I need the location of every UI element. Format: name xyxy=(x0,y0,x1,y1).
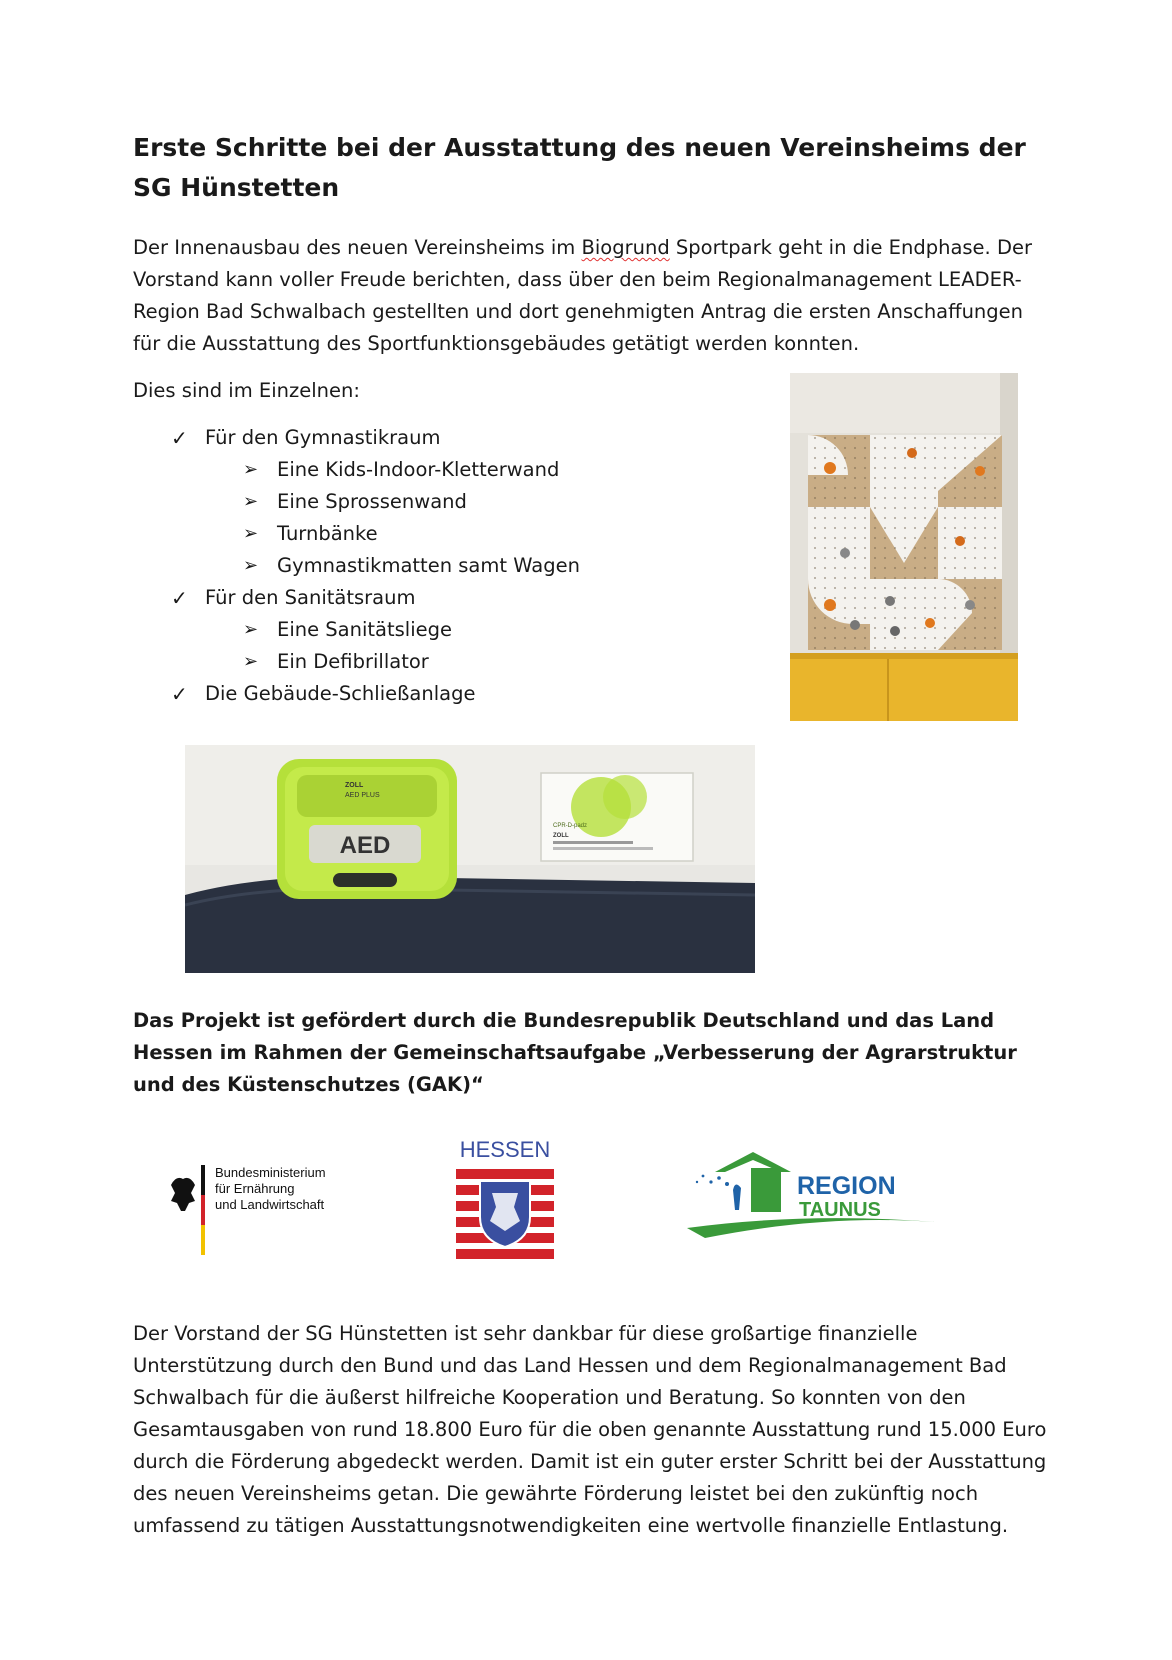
sub-item-label: Eine Sprossenwand xyxy=(277,490,467,513)
funding-note: Das Projekt ist gefördert durch die Bundesrepublik Deutschland und das Land Hessen im Rahmen der Gemeinschaftsaufgabe „Verbesserung der Agrarstruktur und des Küstenschutzes (GAK)“ xyxy=(133,1009,1017,1096)
defibrillator-photo xyxy=(185,745,755,973)
sub-item-label: Ein Defibrillator xyxy=(277,650,429,673)
sub-item xyxy=(133,614,773,646)
hessen-logo xyxy=(452,1135,558,1271)
intro-paragraph xyxy=(133,232,1053,360)
list-item-label: Für den Gymnastikraum xyxy=(205,426,441,449)
page-title: Erste Schritte bei der Ausstattung des neuen Vereinsheims der SG Hünstetten xyxy=(133,133,1026,202)
list-item-label: Die Gebäude-Schließanlage xyxy=(205,682,476,705)
closing-paragraph: Der Vorstand der SG Hünstetten ist sehr dankbar für diese großartige finanzielle Unterstützung durch den Bund und das Land Hessen und dem Regionalmanagement Bad Schwalbach für die äußerst hilfreiche Kooperation und Beratung. So konnten von den Gesamtausgaben von rund 18.800 Euro für die oben genannte Ausstattung rund 15.000 Euro durch die Förderung abgedeckt werden. Damit ist ein guter erster Schritt bei der Ausstattung des neuen Vereinsheims getan. Die gewährte Förderung leistet bei den zukünftig noch umfassend zu tätigen Ausstattungsnotwendigkeiten eine wertvolle finanzielle Entlastung. xyxy=(133,1322,1047,1537)
pads-card-brand: ZOLL xyxy=(553,833,569,839)
aed-device-label: AED xyxy=(339,832,391,859)
sub-item xyxy=(133,454,773,486)
arrow-bullet-icon: ➢ xyxy=(243,651,259,672)
bmel-logo xyxy=(155,1155,365,1255)
arrow-bullet-icon: ➢ xyxy=(243,523,259,544)
bmel-line-2: für Ernährung xyxy=(215,1181,295,1196)
climbing-wall-photo xyxy=(790,373,1018,721)
aed-device-model: AED PLUS xyxy=(345,792,380,799)
region-logo-line-2: TAUNUS xyxy=(799,1199,881,1221)
region-logo-line-1: REGION xyxy=(797,1172,896,1200)
list-item-sanitaetsraum xyxy=(133,582,773,678)
checkmark-icon: ✓ xyxy=(171,426,188,450)
arrow-bullet-icon: ➢ xyxy=(243,555,259,576)
arrow-bullet-icon: ➢ xyxy=(243,491,259,512)
intro-text-start: Der Innenausbau des neuen Vereinsheims im xyxy=(133,236,582,259)
list-item-gymnastikraum xyxy=(133,422,773,582)
list-intro: Dies sind im Einzelnen: xyxy=(133,379,360,402)
checkmark-icon: ✓ xyxy=(171,682,188,706)
arrow-bullet-icon: ➢ xyxy=(243,619,259,640)
equipment-list xyxy=(133,422,773,710)
spellcheck-word[interactable]: Biogrund xyxy=(581,236,670,259)
list-item-label: Für den Sanitätsraum xyxy=(205,586,416,609)
sub-item xyxy=(133,486,773,518)
sub-item xyxy=(133,646,773,678)
bmel-line-3: und Landwirtschaft xyxy=(215,1197,325,1212)
sub-item xyxy=(133,550,773,582)
checkmark-icon: ✓ xyxy=(171,586,188,610)
sub-item-label: Gymnastikmatten samt Wagen xyxy=(277,554,580,577)
tree-icon xyxy=(733,1184,741,1210)
hessen-logo-text: HESSEN xyxy=(459,1137,551,1162)
region-taunus-logo xyxy=(685,1150,945,1250)
eagle-icon xyxy=(171,1178,195,1211)
aed-device-brand: ZOLL xyxy=(345,782,364,789)
sub-item-label: Eine Sanitätsliege xyxy=(277,618,453,641)
arrow-bullet-icon: ➢ xyxy=(243,459,259,480)
sub-item xyxy=(133,518,773,550)
list-item-schliessanlage xyxy=(133,678,773,710)
sub-item-label: Turnbänke xyxy=(277,522,378,545)
bmel-line-1: Bundesministerium xyxy=(215,1165,326,1180)
pads-card-title: CPR-D-padz xyxy=(553,823,588,829)
sub-item-label: Eine Kids-Indoor-Kletterwand xyxy=(277,458,560,481)
intro-text-end: Sportpark geht in die Endphase. Der Vorstand kann voller Freude berichten, dass über den beim Regionalmanagement LEADER-Region Bad Schwalbach gestellten und dort genehmigten Antrag die ersten Anschaffungen für die Ausstattung des Sportfunktionsgebäudes getätigt werden konnten. xyxy=(133,236,1032,355)
